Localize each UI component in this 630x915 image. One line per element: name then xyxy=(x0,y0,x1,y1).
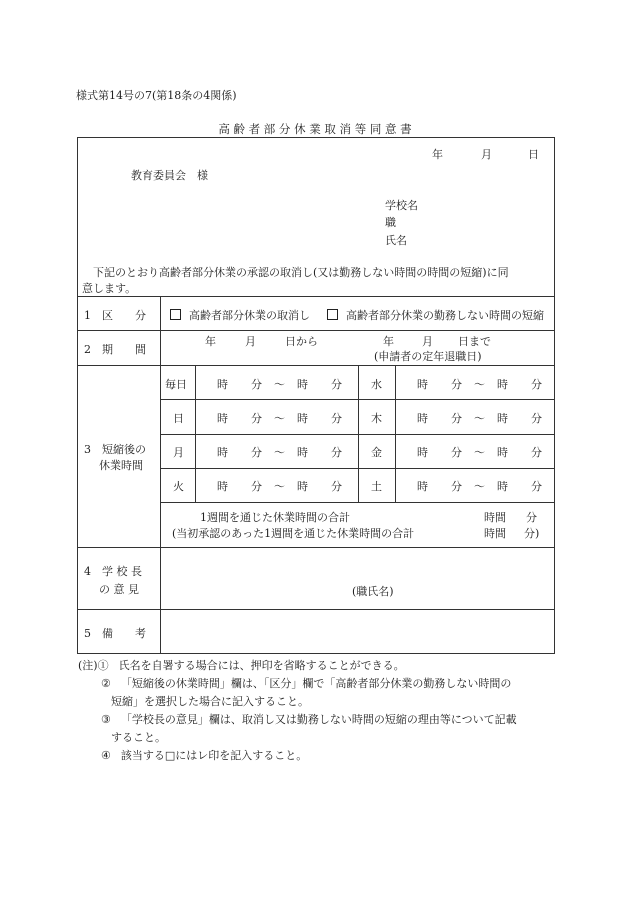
option-cancel[interactable] xyxy=(170,307,310,323)
date-month: 月 xyxy=(481,148,492,161)
day-label: 土 xyxy=(371,480,382,493)
weekly-total-hours: 時間 xyxy=(484,511,506,524)
day-label: 水 xyxy=(371,378,382,391)
principal-label: 4 学 校 長 xyxy=(84,565,142,578)
to-day: 日まで xyxy=(458,335,491,348)
note-item: すること。 xyxy=(111,731,166,744)
date-day: 日 xyxy=(528,148,539,161)
note-item: 短縮」を選択した場合に記入すること。 xyxy=(111,695,309,708)
time-range: 時 分 〜 時 分 xyxy=(417,412,542,425)
day-label: 火 xyxy=(173,480,184,493)
applicant-name-label: 氏名 xyxy=(385,234,407,247)
divider xyxy=(77,547,555,548)
form-id: 様式第14号の7(第18条の4関係) xyxy=(76,89,237,102)
time-range: 時 分 〜 時 分 xyxy=(217,480,342,493)
biko-label: 5 備 考 xyxy=(84,627,146,640)
note-item: ② 「短縮後の休業時間」欄は、「区分」欄で「高齢者部分休業の勤務しない時間の xyxy=(101,677,512,690)
time-range: 時 分 〜 時 分 xyxy=(217,378,342,391)
time-range: 時 分 〜 時 分 xyxy=(217,412,342,425)
position-label: 職 xyxy=(385,216,396,229)
time-range: 時 分 〜 時 分 xyxy=(417,378,542,391)
weekly-total-minutes: 分 xyxy=(526,511,537,524)
kubun-label: 1 区 分 xyxy=(84,309,146,322)
from-year: 年 xyxy=(205,335,216,348)
checkbox[interactable] xyxy=(170,309,181,320)
weekly-initial-minutes: 分) xyxy=(524,527,540,540)
consent-text: 下記のとおり高齢者部分休業の承認の取消し(又は勤務しない時間の時間の短縮)に同 xyxy=(93,266,509,279)
weekly-total-label: 1週間を通じた休業時間の合計 xyxy=(200,511,350,524)
day-label: 金 xyxy=(371,446,382,459)
time-range: 時 分 〜 時 分 xyxy=(417,480,542,493)
from-day: 日から xyxy=(285,335,318,348)
divider xyxy=(77,330,555,331)
signature-label: (職氏名) xyxy=(352,585,394,598)
note-item: ④ 該当する□にはレ印を記入すること。 xyxy=(101,749,308,762)
divider xyxy=(77,609,555,610)
weekly-initial-label: (当初承認のあった1週間を通じた休業時間の合計 xyxy=(172,527,415,540)
to-month: 月 xyxy=(422,335,433,348)
note-item: ③ 「学校長の意見」欄は、取消し又は勤務しない時間の短縮の理由等について記載 xyxy=(101,713,517,726)
school-name-label: 学校名 xyxy=(385,199,418,212)
addressee: 教育委員会 様 xyxy=(131,169,208,182)
option-shorten[interactable] xyxy=(327,307,544,323)
day-label: 毎日 xyxy=(165,378,187,391)
principal-label-cont: の 意 見 xyxy=(99,583,139,596)
option-shorten-label: 高齢者部分休業の勤務しない時間の短縮 xyxy=(346,309,544,322)
date-year: 年 xyxy=(432,148,443,161)
kikan-label: 2 期 間 xyxy=(84,343,146,356)
jikan-label: 3 短縮後の xyxy=(84,443,146,456)
divider xyxy=(395,365,396,502)
day-label: 月 xyxy=(173,446,184,459)
consent-text-cont: 意します。 xyxy=(82,282,137,295)
form-frame xyxy=(77,137,555,654)
weekly-initial-hours: 時間 xyxy=(484,527,506,540)
day-label: 日 xyxy=(173,412,184,425)
time-range: 時 分 〜 時 分 xyxy=(217,446,342,459)
checkbox[interactable] xyxy=(327,309,338,320)
page-title: 高 齢 者 部 分 休 業 取 消 等 同 意 書 xyxy=(218,122,412,136)
day-label: 木 xyxy=(371,412,382,425)
divider xyxy=(77,296,555,297)
divider xyxy=(77,365,555,366)
divider xyxy=(195,365,196,502)
to-year: 年 xyxy=(383,335,394,348)
time-range: 時 分 〜 時 分 xyxy=(417,446,542,459)
jikan-label-cont: 休業時間 xyxy=(99,459,143,472)
divider xyxy=(160,502,555,503)
from-month: 月 xyxy=(245,335,256,348)
note-item: (注)① 氏名を自署する場合には、押印を省略することができる。 xyxy=(78,659,405,672)
divider xyxy=(160,296,161,654)
divider xyxy=(358,365,359,502)
option-cancel-label: 高齢者部分休業の取消し xyxy=(189,309,310,322)
retirement-note: (申請者の定年退職日) xyxy=(374,350,482,363)
